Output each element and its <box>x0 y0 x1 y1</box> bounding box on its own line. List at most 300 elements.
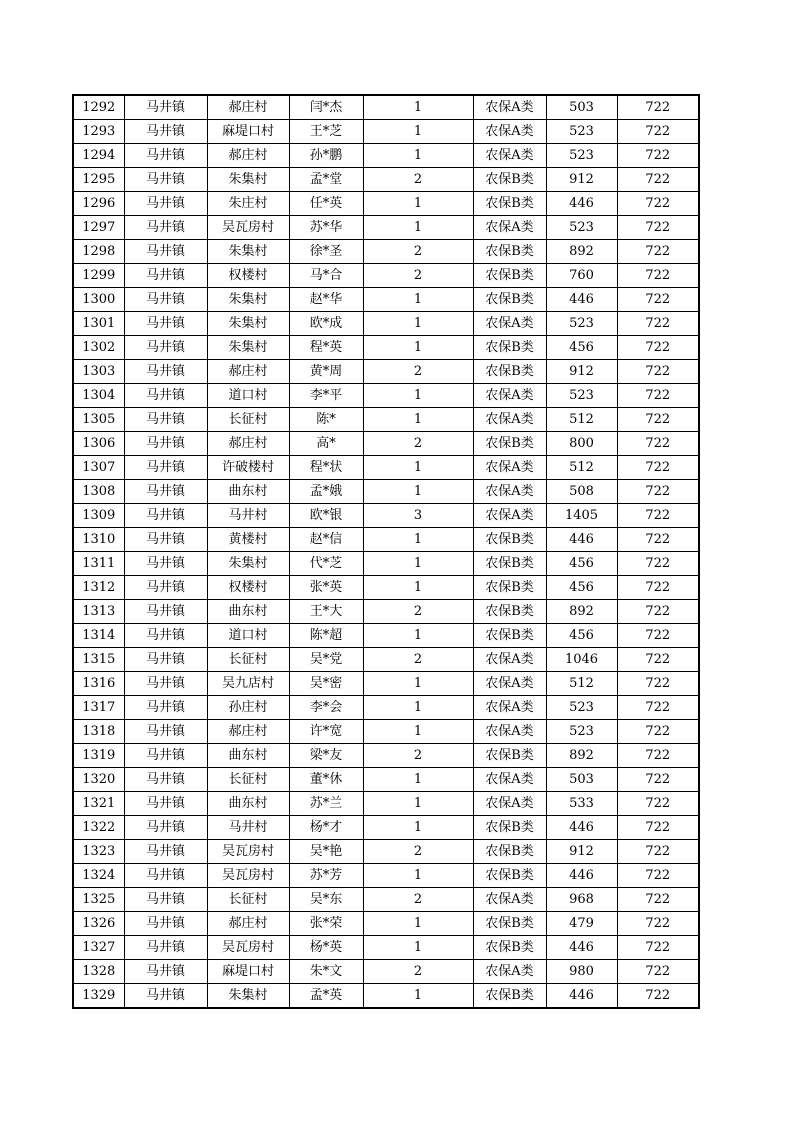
insurance-type-cell: 农保A类 <box>473 792 546 816</box>
table-row <box>73 312 699 336</box>
serial-cell: 1300 <box>73 288 124 312</box>
amount-cell: 892 <box>546 744 617 768</box>
table-row <box>73 888 699 912</box>
standard-cell: 722 <box>617 840 699 864</box>
village-cell: 曲东村 <box>207 480 289 504</box>
serial-cell: 1316 <box>73 672 124 696</box>
amount-cell: 446 <box>546 288 617 312</box>
name-cell: 代*芝 <box>289 552 363 576</box>
standard-cell: 722 <box>617 336 699 360</box>
name-cell: 欧*成 <box>289 312 363 336</box>
standard-cell: 722 <box>617 528 699 552</box>
household-count-cell: 1 <box>363 144 473 168</box>
standard-cell: 722 <box>617 960 699 984</box>
insurance-type-cell: 农保B类 <box>473 576 546 600</box>
insurance-type-cell: 农保A类 <box>473 720 546 744</box>
serial-cell: 1306 <box>73 432 124 456</box>
household-count-cell: 2 <box>363 840 473 864</box>
town-cell: 马井镇 <box>124 648 207 672</box>
table-row <box>73 216 699 240</box>
table-row <box>73 528 699 552</box>
household-count-cell: 1 <box>363 288 473 312</box>
standard-cell: 722 <box>617 504 699 528</box>
town-cell: 马井镇 <box>124 336 207 360</box>
standard-cell: 722 <box>617 95 699 120</box>
household-count-cell: 2 <box>363 168 473 192</box>
serial-cell: 1324 <box>73 864 124 888</box>
serial-cell: 1318 <box>73 720 124 744</box>
insurance-type-cell: 农保A类 <box>473 144 546 168</box>
town-cell: 马井镇 <box>124 120 207 144</box>
table-row <box>73 192 699 216</box>
household-count-cell: 1 <box>363 528 473 552</box>
amount-cell: 892 <box>546 600 617 624</box>
serial-cell: 1319 <box>73 744 124 768</box>
standard-cell: 722 <box>617 192 699 216</box>
standard-cell: 722 <box>617 648 699 672</box>
amount-cell: 456 <box>546 576 617 600</box>
table-row <box>73 576 699 600</box>
insurance-type-cell: 农保B类 <box>473 288 546 312</box>
town-cell: 马井镇 <box>124 840 207 864</box>
village-cell: 朱集村 <box>207 552 289 576</box>
village-cell: 长征村 <box>207 768 289 792</box>
village-cell: 郝庄村 <box>207 432 289 456</box>
serial-cell: 1304 <box>73 384 124 408</box>
serial-cell: 1321 <box>73 792 124 816</box>
household-count-cell: 1 <box>363 120 473 144</box>
household-count-cell: 1 <box>363 720 473 744</box>
household-count-cell: 1 <box>363 792 473 816</box>
town-cell: 马井镇 <box>124 240 207 264</box>
household-count-cell: 2 <box>363 360 473 384</box>
standard-cell: 722 <box>617 312 699 336</box>
village-cell: 郝庄村 <box>207 912 289 936</box>
table-body <box>73 95 699 1008</box>
standard-cell: 722 <box>617 360 699 384</box>
name-cell: 吴*东 <box>289 888 363 912</box>
village-cell: 郝庄村 <box>207 720 289 744</box>
village-cell: 郝庄村 <box>207 144 289 168</box>
household-count-cell: 1 <box>363 456 473 480</box>
table-row <box>73 912 699 936</box>
insurance-type-cell: 农保B类 <box>473 360 546 384</box>
amount-cell: 456 <box>546 552 617 576</box>
table-row <box>73 95 699 120</box>
insurance-type-cell: 农保B类 <box>473 528 546 552</box>
serial-cell: 1329 <box>73 984 124 1009</box>
name-cell: 闫*杰 <box>289 95 363 120</box>
village-cell: 吴瓦房村 <box>207 936 289 960</box>
amount-cell: 523 <box>546 216 617 240</box>
town-cell: 马井镇 <box>124 95 207 120</box>
insurance-type-cell: 农保A类 <box>473 408 546 432</box>
household-count-cell: 1 <box>363 624 473 648</box>
name-cell: 李*会 <box>289 696 363 720</box>
standard-cell: 722 <box>617 216 699 240</box>
name-cell: 吴*党 <box>289 648 363 672</box>
serial-cell: 1312 <box>73 576 124 600</box>
serial-cell: 1292 <box>73 95 124 120</box>
amount-cell: 503 <box>546 768 617 792</box>
town-cell: 马井镇 <box>124 672 207 696</box>
insurance-type-cell: 农保B类 <box>473 336 546 360</box>
table-row <box>73 168 699 192</box>
standard-cell: 722 <box>617 912 699 936</box>
serial-cell: 1322 <box>73 816 124 840</box>
table-row <box>73 504 699 528</box>
insurance-type-cell: 农保B类 <box>473 432 546 456</box>
insurance-type-cell: 农保A类 <box>473 648 546 672</box>
village-cell: 曲东村 <box>207 600 289 624</box>
insurance-type-cell: 农保B类 <box>473 552 546 576</box>
village-cell: 长征村 <box>207 648 289 672</box>
village-cell: 权楼村 <box>207 264 289 288</box>
standard-cell: 722 <box>617 120 699 144</box>
serial-cell: 1320 <box>73 768 124 792</box>
serial-cell: 1297 <box>73 216 124 240</box>
serial-cell: 1325 <box>73 888 124 912</box>
serial-cell: 1309 <box>73 504 124 528</box>
serial-cell: 1294 <box>73 144 124 168</box>
amount-cell: 980 <box>546 960 617 984</box>
household-count-cell: 2 <box>363 960 473 984</box>
table-row <box>73 480 699 504</box>
name-cell: 陈*超 <box>289 624 363 648</box>
amount-cell: 523 <box>546 696 617 720</box>
village-cell: 吴瓦房村 <box>207 840 289 864</box>
town-cell: 马井镇 <box>124 456 207 480</box>
table-row <box>73 768 699 792</box>
serial-cell: 1314 <box>73 624 124 648</box>
town-cell: 马井镇 <box>124 600 207 624</box>
serial-cell: 1305 <box>73 408 124 432</box>
table-row <box>73 336 699 360</box>
name-cell: 程*英 <box>289 336 363 360</box>
amount-cell: 533 <box>546 792 617 816</box>
standard-cell: 722 <box>617 720 699 744</box>
name-cell: 吴*密 <box>289 672 363 696</box>
village-cell: 许破楼村 <box>207 456 289 480</box>
amount-cell: 479 <box>546 912 617 936</box>
insurance-type-cell: 农保A类 <box>473 888 546 912</box>
standard-cell: 722 <box>617 888 699 912</box>
name-cell: 杨*英 <box>289 936 363 960</box>
insurance-type-cell: 农保B类 <box>473 240 546 264</box>
serial-cell: 1302 <box>73 336 124 360</box>
household-count-cell: 1 <box>363 912 473 936</box>
table-row <box>73 144 699 168</box>
amount-cell: 508 <box>546 480 617 504</box>
village-cell: 长征村 <box>207 888 289 912</box>
town-cell: 马井镇 <box>124 792 207 816</box>
insurance-type-cell: 农保A类 <box>473 672 546 696</box>
serial-cell: 1317 <box>73 696 124 720</box>
standard-cell: 722 <box>617 672 699 696</box>
serial-cell: 1315 <box>73 648 124 672</box>
village-cell: 朱集村 <box>207 336 289 360</box>
table-row <box>73 408 699 432</box>
town-cell: 马井镇 <box>124 984 207 1009</box>
table-row <box>73 288 699 312</box>
name-cell: 高* <box>289 432 363 456</box>
table-row <box>73 720 699 744</box>
standard-cell: 722 <box>617 552 699 576</box>
name-cell: 许*宽 <box>289 720 363 744</box>
town-cell: 马井镇 <box>124 432 207 456</box>
household-count-cell: 1 <box>363 696 473 720</box>
household-count-cell: 1 <box>363 95 473 120</box>
village-cell: 朱集村 <box>207 984 289 1009</box>
amount-cell: 1046 <box>546 648 617 672</box>
name-cell: 徐*圣 <box>289 240 363 264</box>
town-cell: 马井镇 <box>124 816 207 840</box>
name-cell: 赵*华 <box>289 288 363 312</box>
insurance-type-cell: 农保B类 <box>473 168 546 192</box>
standard-cell: 722 <box>617 744 699 768</box>
table-row <box>73 648 699 672</box>
standard-cell: 722 <box>617 144 699 168</box>
town-cell: 马井镇 <box>124 960 207 984</box>
insurance-type-cell: 农保B类 <box>473 192 546 216</box>
amount-cell: 912 <box>546 168 617 192</box>
name-cell: 梁*友 <box>289 744 363 768</box>
household-count-cell: 2 <box>363 432 473 456</box>
amount-cell: 523 <box>546 720 617 744</box>
town-cell: 马井镇 <box>124 936 207 960</box>
table-row <box>73 384 699 408</box>
table-row <box>73 960 699 984</box>
serial-cell: 1296 <box>73 192 124 216</box>
data-table <box>72 94 700 1009</box>
name-cell: 孟*堂 <box>289 168 363 192</box>
village-cell: 朱集村 <box>207 312 289 336</box>
town-cell: 马井镇 <box>124 552 207 576</box>
insurance-type-cell: 农保A类 <box>473 960 546 984</box>
town-cell: 马井镇 <box>124 528 207 552</box>
name-cell: 黄*周 <box>289 360 363 384</box>
name-cell: 苏*华 <box>289 216 363 240</box>
town-cell: 马井镇 <box>124 168 207 192</box>
amount-cell: 456 <box>546 336 617 360</box>
insurance-type-cell: 农保B类 <box>473 600 546 624</box>
amount-cell: 446 <box>546 864 617 888</box>
village-cell: 朱庄村 <box>207 192 289 216</box>
amount-cell: 523 <box>546 384 617 408</box>
serial-cell: 1313 <box>73 600 124 624</box>
village-cell: 长征村 <box>207 408 289 432</box>
amount-cell: 456 <box>546 624 617 648</box>
insurance-type-cell: 农保A类 <box>473 120 546 144</box>
insurance-type-cell: 农保B类 <box>473 840 546 864</box>
town-cell: 马井镇 <box>124 912 207 936</box>
standard-cell: 722 <box>617 624 699 648</box>
name-cell: 李*平 <box>289 384 363 408</box>
table-row <box>73 816 699 840</box>
household-count-cell: 2 <box>363 240 473 264</box>
serial-cell: 1298 <box>73 240 124 264</box>
town-cell: 马井镇 <box>124 264 207 288</box>
village-cell: 吴瓦房村 <box>207 216 289 240</box>
amount-cell: 503 <box>546 95 617 120</box>
table-row <box>73 360 699 384</box>
standard-cell: 722 <box>617 384 699 408</box>
table-row <box>73 264 699 288</box>
town-cell: 马井镇 <box>124 768 207 792</box>
village-cell: 曲东村 <box>207 744 289 768</box>
name-cell: 赵*信 <box>289 528 363 552</box>
village-cell: 吴瓦房村 <box>207 864 289 888</box>
name-cell: 朱*文 <box>289 960 363 984</box>
household-count-cell: 2 <box>363 264 473 288</box>
insurance-type-cell: 农保A类 <box>473 480 546 504</box>
name-cell: 苏*芳 <box>289 864 363 888</box>
amount-cell: 523 <box>546 120 617 144</box>
insurance-type-cell: 农保B类 <box>473 984 546 1009</box>
insurance-type-cell: 农保A类 <box>473 216 546 240</box>
amount-cell: 512 <box>546 672 617 696</box>
town-cell: 马井镇 <box>124 720 207 744</box>
household-count-cell: 1 <box>363 984 473 1009</box>
household-count-cell: 1 <box>363 216 473 240</box>
standard-cell: 722 <box>617 936 699 960</box>
insurance-type-cell: 农保B类 <box>473 264 546 288</box>
serial-cell: 1293 <box>73 120 124 144</box>
table-row <box>73 120 699 144</box>
insurance-type-cell: 农保A类 <box>473 95 546 120</box>
household-count-cell: 1 <box>363 576 473 600</box>
insurance-type-cell: 农保A类 <box>473 456 546 480</box>
household-count-cell: 1 <box>363 384 473 408</box>
name-cell: 任*英 <box>289 192 363 216</box>
name-cell: 马*合 <box>289 264 363 288</box>
household-count-cell: 3 <box>363 504 473 528</box>
town-cell: 马井镇 <box>124 576 207 600</box>
table-row <box>73 600 699 624</box>
town-cell: 马井镇 <box>124 624 207 648</box>
standard-cell: 722 <box>617 816 699 840</box>
serial-cell: 1326 <box>73 912 124 936</box>
insurance-type-cell: 农保A类 <box>473 696 546 720</box>
household-count-cell: 1 <box>363 672 473 696</box>
household-count-cell: 1 <box>363 768 473 792</box>
name-cell: 孙*鹏 <box>289 144 363 168</box>
serial-cell: 1327 <box>73 936 124 960</box>
standard-cell: 722 <box>617 480 699 504</box>
household-count-cell: 1 <box>363 936 473 960</box>
standard-cell: 722 <box>617 456 699 480</box>
standard-cell: 722 <box>617 288 699 312</box>
name-cell: 孟*娥 <box>289 480 363 504</box>
serial-cell: 1310 <box>73 528 124 552</box>
table-row <box>73 984 699 1009</box>
table-row <box>73 936 699 960</box>
household-count-cell: 2 <box>363 888 473 912</box>
town-cell: 马井镇 <box>124 216 207 240</box>
name-cell: 欧*银 <box>289 504 363 528</box>
amount-cell: 446 <box>546 192 617 216</box>
village-cell: 曲东村 <box>207 792 289 816</box>
standard-cell: 722 <box>617 768 699 792</box>
amount-cell: 523 <box>546 312 617 336</box>
name-cell: 王*大 <box>289 600 363 624</box>
amount-cell: 800 <box>546 432 617 456</box>
standard-cell: 722 <box>617 696 699 720</box>
amount-cell: 912 <box>546 840 617 864</box>
amount-cell: 512 <box>546 456 617 480</box>
amount-cell: 968 <box>546 888 617 912</box>
amount-cell: 523 <box>546 144 617 168</box>
town-cell: 马井镇 <box>124 144 207 168</box>
name-cell: 董*休 <box>289 768 363 792</box>
name-cell: 吴*艳 <box>289 840 363 864</box>
table-row <box>73 672 699 696</box>
table-row <box>73 696 699 720</box>
table-row <box>73 864 699 888</box>
village-cell: 朱集村 <box>207 288 289 312</box>
serial-cell: 1323 <box>73 840 124 864</box>
town-cell: 马井镇 <box>124 192 207 216</box>
name-cell: 孟*英 <box>289 984 363 1009</box>
table-row <box>73 840 699 864</box>
household-count-cell: 1 <box>363 192 473 216</box>
table-row <box>73 432 699 456</box>
serial-cell: 1307 <box>73 456 124 480</box>
village-cell: 道口村 <box>207 624 289 648</box>
village-cell: 麻堤口村 <box>207 120 289 144</box>
amount-cell: 760 <box>546 264 617 288</box>
insurance-type-cell: 农保B类 <box>473 744 546 768</box>
household-count-cell: 1 <box>363 336 473 360</box>
amount-cell: 1405 <box>546 504 617 528</box>
insurance-type-cell: 农保B类 <box>473 816 546 840</box>
village-cell: 朱集村 <box>207 240 289 264</box>
name-cell: 张*荣 <box>289 912 363 936</box>
amount-cell: 912 <box>546 360 617 384</box>
standard-cell: 722 <box>617 864 699 888</box>
village-cell: 麻堤口村 <box>207 960 289 984</box>
name-cell: 王*芝 <box>289 120 363 144</box>
village-cell: 马井村 <box>207 816 289 840</box>
town-cell: 马井镇 <box>124 744 207 768</box>
insurance-type-cell: 农保A类 <box>473 312 546 336</box>
amount-cell: 446 <box>546 936 617 960</box>
table-row <box>73 552 699 576</box>
village-cell: 吴九店村 <box>207 672 289 696</box>
standard-cell: 722 <box>617 600 699 624</box>
insurance-type-cell: 农保B类 <box>473 936 546 960</box>
amount-cell: 446 <box>546 816 617 840</box>
serial-cell: 1301 <box>73 312 124 336</box>
amount-cell: 446 <box>546 984 617 1009</box>
household-count-cell: 1 <box>363 480 473 504</box>
table-row <box>73 240 699 264</box>
household-count-cell: 1 <box>363 408 473 432</box>
serial-cell: 1311 <box>73 552 124 576</box>
standard-cell: 722 <box>617 240 699 264</box>
insurance-type-cell: 农保B类 <box>473 624 546 648</box>
table-row <box>73 456 699 480</box>
name-cell: 杨*才 <box>289 816 363 840</box>
village-cell: 道口村 <box>207 384 289 408</box>
insurance-type-cell: 农保A类 <box>473 768 546 792</box>
village-cell: 黄楼村 <box>207 528 289 552</box>
household-count-cell: 2 <box>363 600 473 624</box>
household-count-cell: 2 <box>363 648 473 672</box>
town-cell: 马井镇 <box>124 480 207 504</box>
town-cell: 马井镇 <box>124 384 207 408</box>
serial-cell: 1308 <box>73 480 124 504</box>
